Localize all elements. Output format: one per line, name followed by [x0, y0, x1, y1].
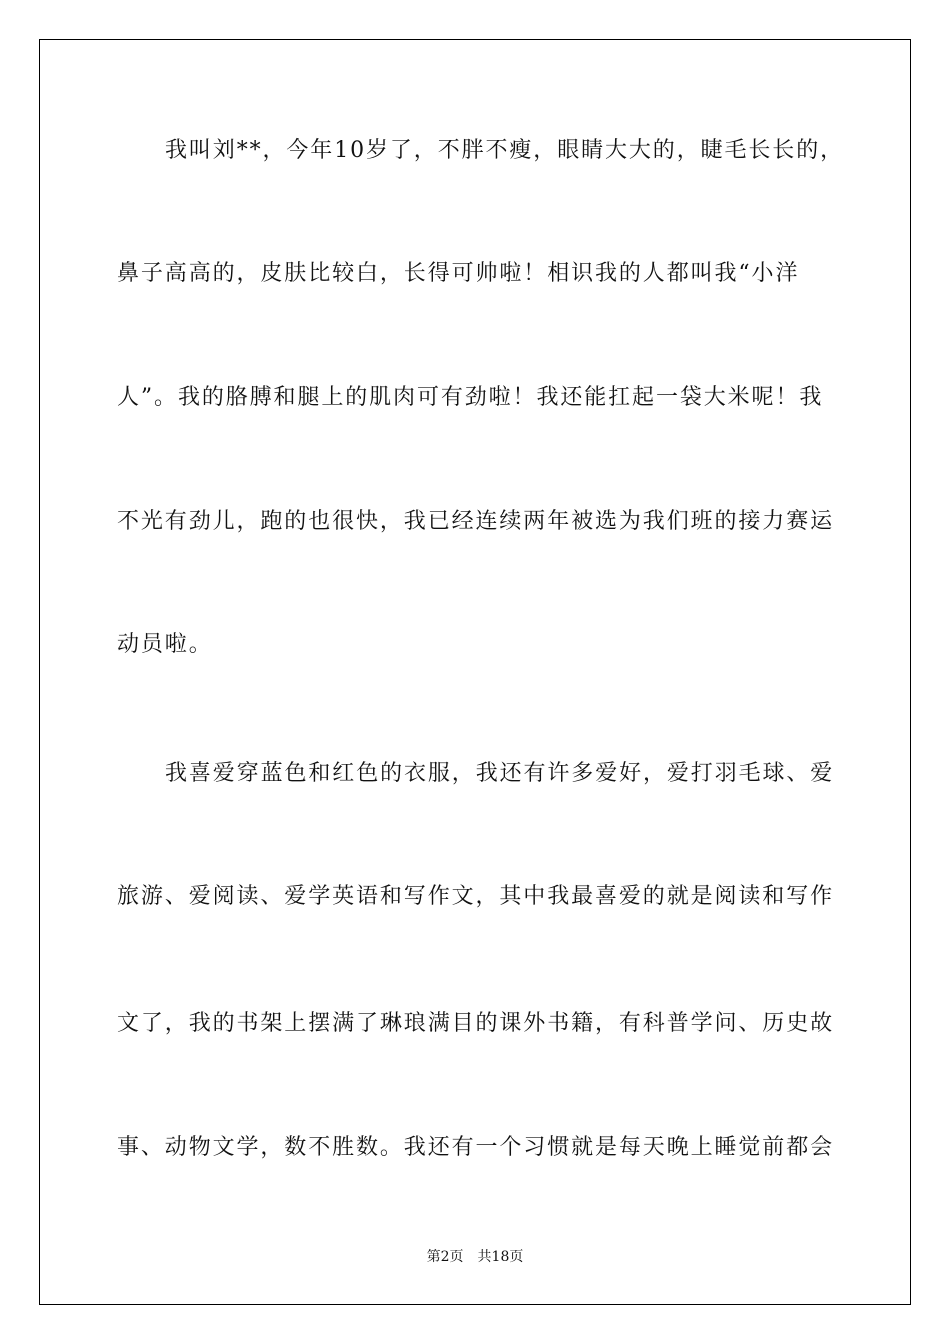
page-footer — [0, 1248, 950, 1266]
page-number: 第2页 — [426, 1249, 464, 1265]
page-border — [39, 39, 911, 1305]
page-total: 共18页 — [477, 1249, 524, 1265]
paragraph-2-line-3: 文了，我的书架上摆满了琳琅满目的课外书籍，有科普学问、历史故 — [117, 1011, 835, 1036]
paragraph-1-line-4: 不光有劲儿，跑的也很快，我已经连续两年被选为我们班的接力赛运 — [117, 509, 835, 534]
paragraph-1-line-1: 我叫刘**，今年10岁了，不胖不瘦，眼睛大大的，睫毛长长的， — [165, 138, 844, 163]
paragraph-1-line-3: 人”。我的胳膊和腿上的肌肉可有劲啦！我还能扛起一袋大米呢！我 — [117, 385, 824, 410]
paragraph-2-line-4: 事、动物文学，数不胜数。我还有一个习惯就是每天晚上睡觉前都会 — [117, 1135, 835, 1160]
paragraph-2-line-2: 旅游、爱阅读、爱学英语和写作文，其中我最喜爱的就是阅读和写作 — [117, 884, 835, 909]
paragraph-1-line-2: 鼻子高高的，皮肤比较白，长得可帅啦！相识我的人都叫我“小洋 — [117, 261, 800, 286]
paragraph-2-line-1: 我喜爱穿蓝色和红色的衣服，我还有许多爱好，爱打羽毛球、爱 — [165, 761, 835, 786]
paragraph-1-line-5: 动员啦。 — [117, 632, 213, 657]
